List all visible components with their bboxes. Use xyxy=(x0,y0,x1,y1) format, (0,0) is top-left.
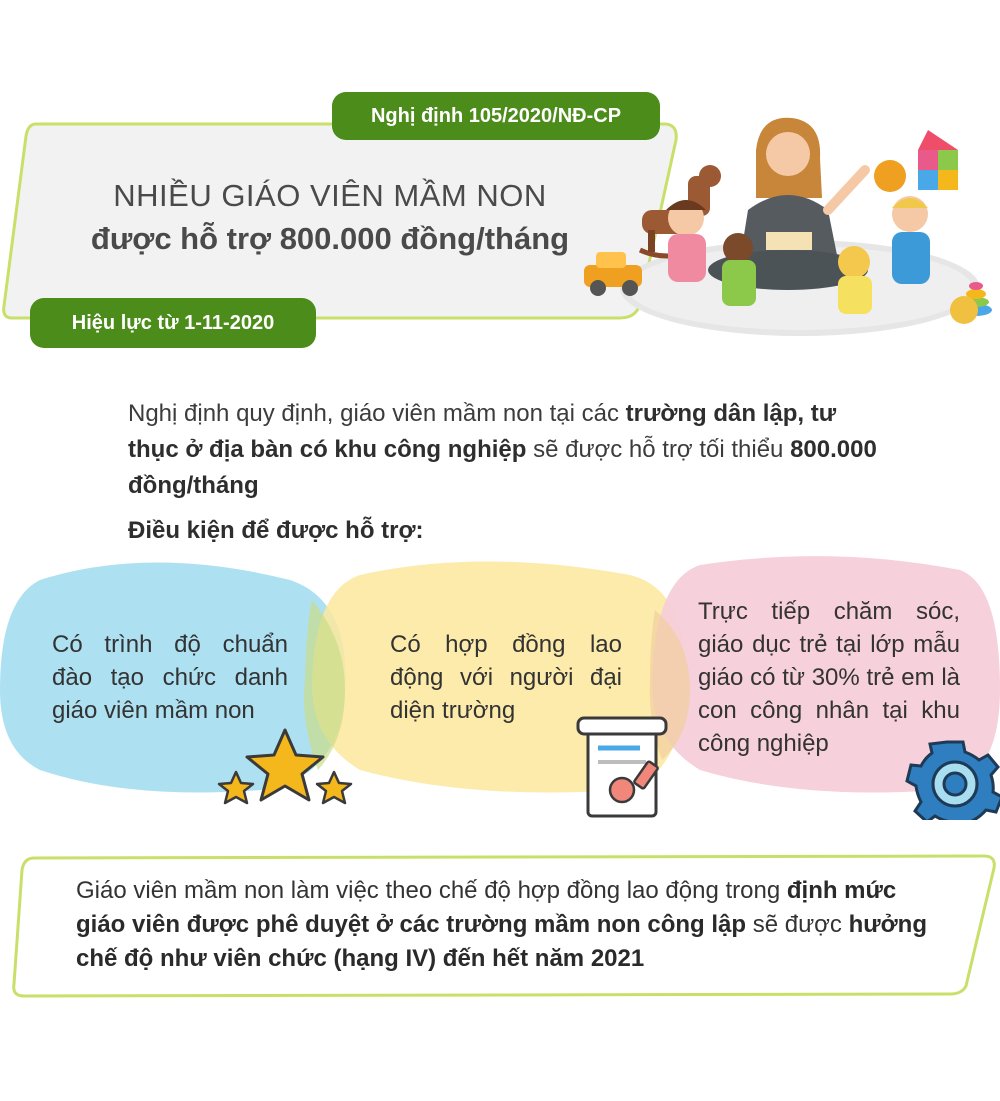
note-paragraph xyxy=(76,874,946,976)
condition-text-1: Có trình độ chuẩn đào tạo chức danh giáo viên mầm non xyxy=(52,631,288,724)
condition-text-3: Trực tiếp chăm sóc, giáo dục trẻ tại lớp mẫu giáo có từ 30% trẻ em là con công nhân tại khu công nghiệp xyxy=(698,598,960,757)
intro-paragraph xyxy=(128,396,888,504)
classroom-illustration xyxy=(570,110,1000,350)
note-bold-2: hưởng chế độ như viên chức (hạng IV) đến hết năm 2021 xyxy=(76,911,927,972)
note-bold-1: định mức giáo viên được phê duyệt ở các trường mầm non công lập xyxy=(76,877,897,938)
contract-icon xyxy=(578,718,666,816)
intro-text-1: Nghị định quy định, giáo viên mầm non tại các xyxy=(128,400,626,427)
intro-text-2: sẽ được hỗ trợ tối thiểu xyxy=(526,436,791,463)
child-boy-green xyxy=(722,233,756,306)
toy-ball-small-icon xyxy=(950,296,978,324)
child-girl-yellow xyxy=(838,246,872,314)
child-boy-blue xyxy=(892,196,930,284)
ball-icon xyxy=(874,160,906,192)
note-text-1: Giáo viên mầm non làm việc theo chế độ hợp đồng lao động trong xyxy=(76,877,787,904)
intro-bold-1: trường dân lập, tư thục ở địa bàn có khu công nghiệp xyxy=(128,400,837,463)
decree-tag: Nghị định 105/2020/NĐ-CP xyxy=(332,92,660,140)
child-girl-pink xyxy=(666,200,706,282)
effective-date-tag: Hiệu lực từ 1-11-2020 xyxy=(30,298,316,348)
note-text-2: sẽ được xyxy=(746,911,849,938)
toy-car-icon xyxy=(584,252,642,296)
intro-bold-2: 800.000 đồng/tháng xyxy=(128,436,877,499)
page-subtitle: được hỗ trợ 800.000 đồng/tháng xyxy=(90,221,570,256)
conditions-title: Điều kiện để được hỗ trợ: xyxy=(128,517,424,544)
toy-blocks-icon xyxy=(918,130,958,190)
page-title: NHIỀU GIÁO VIÊN MẦM NON xyxy=(113,178,547,213)
condition-text-2: Có hợp đồng lao động với người đại diện trường xyxy=(390,631,622,724)
